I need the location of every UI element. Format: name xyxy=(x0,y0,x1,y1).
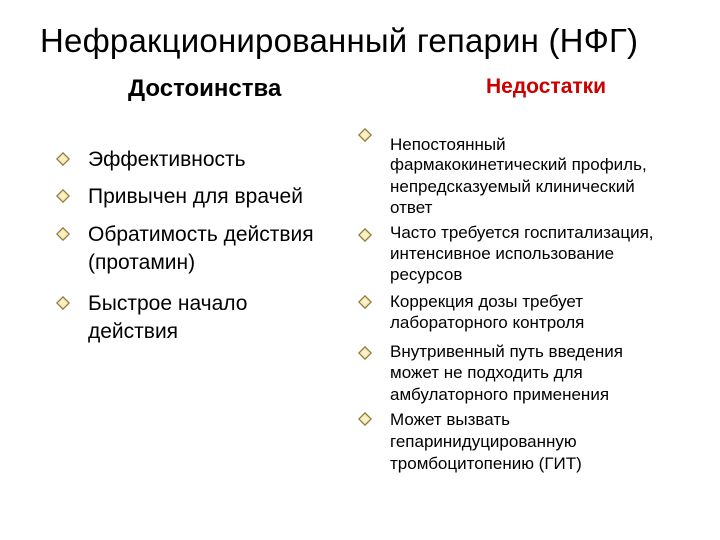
advantage-item: Обратимость действия xyxy=(88,223,314,246)
diamond-bullet-icon xyxy=(56,189,70,203)
diamond-bullet-icon xyxy=(56,296,70,310)
diamond-bullet-icon xyxy=(358,346,372,360)
disadvantage-item-line: амбулаторного применения xyxy=(390,385,610,404)
disadvantage-item-line: лабораторного контроля xyxy=(390,313,585,332)
diamond-bullet-icon xyxy=(358,412,372,426)
disadvantage-item-line: тромбоцитопению (ГИТ) xyxy=(390,454,582,473)
disadvantage-item-line: фармакокинетический профиль, xyxy=(390,155,647,174)
advantage-item: Быстрое начало xyxy=(88,292,248,315)
advantage-item: Привычен для врачей xyxy=(88,185,303,208)
disadvantage-item-line: непредсказуемый клинический xyxy=(390,177,635,196)
disadvantage-item-line: ресурсов xyxy=(390,265,463,284)
disadvantage-item-line: Внутривенный путь введения xyxy=(390,342,623,361)
advantage-item: Эффективность xyxy=(88,148,246,171)
disadvantage-item-line: Часто требуется госпитализация, xyxy=(390,223,654,242)
disadvantage-item-line: ответ xyxy=(390,198,433,217)
slide-title: Нефракционированный гепарин (НФГ) xyxy=(40,22,639,59)
diamond-bullet-icon xyxy=(358,128,372,142)
advantages-heading: Достоинства xyxy=(128,75,282,102)
disadvantage-item-line: Непостоянный xyxy=(390,135,506,154)
disadvantage-item-line: гепаринидуцированную xyxy=(390,432,577,451)
disadvantages-heading: Недостатки xyxy=(486,75,607,98)
advantage-item-continuation: действия xyxy=(88,320,179,343)
diamond-bullet-icon xyxy=(358,295,372,309)
diamond-bullet-icon xyxy=(56,227,70,241)
disadvantage-item-line: может не подходить для xyxy=(390,363,583,382)
diamond-bullet-icon xyxy=(358,228,372,242)
diamond-bullet-icon xyxy=(56,152,70,166)
disadvantage-item-line: Коррекция дозы требует xyxy=(390,292,584,311)
advantage-item-continuation: (протамин) xyxy=(88,251,196,274)
disadvantage-item-line: Может вызвать xyxy=(390,410,510,429)
disadvantage-item-line: интенсивное использование xyxy=(390,244,615,263)
